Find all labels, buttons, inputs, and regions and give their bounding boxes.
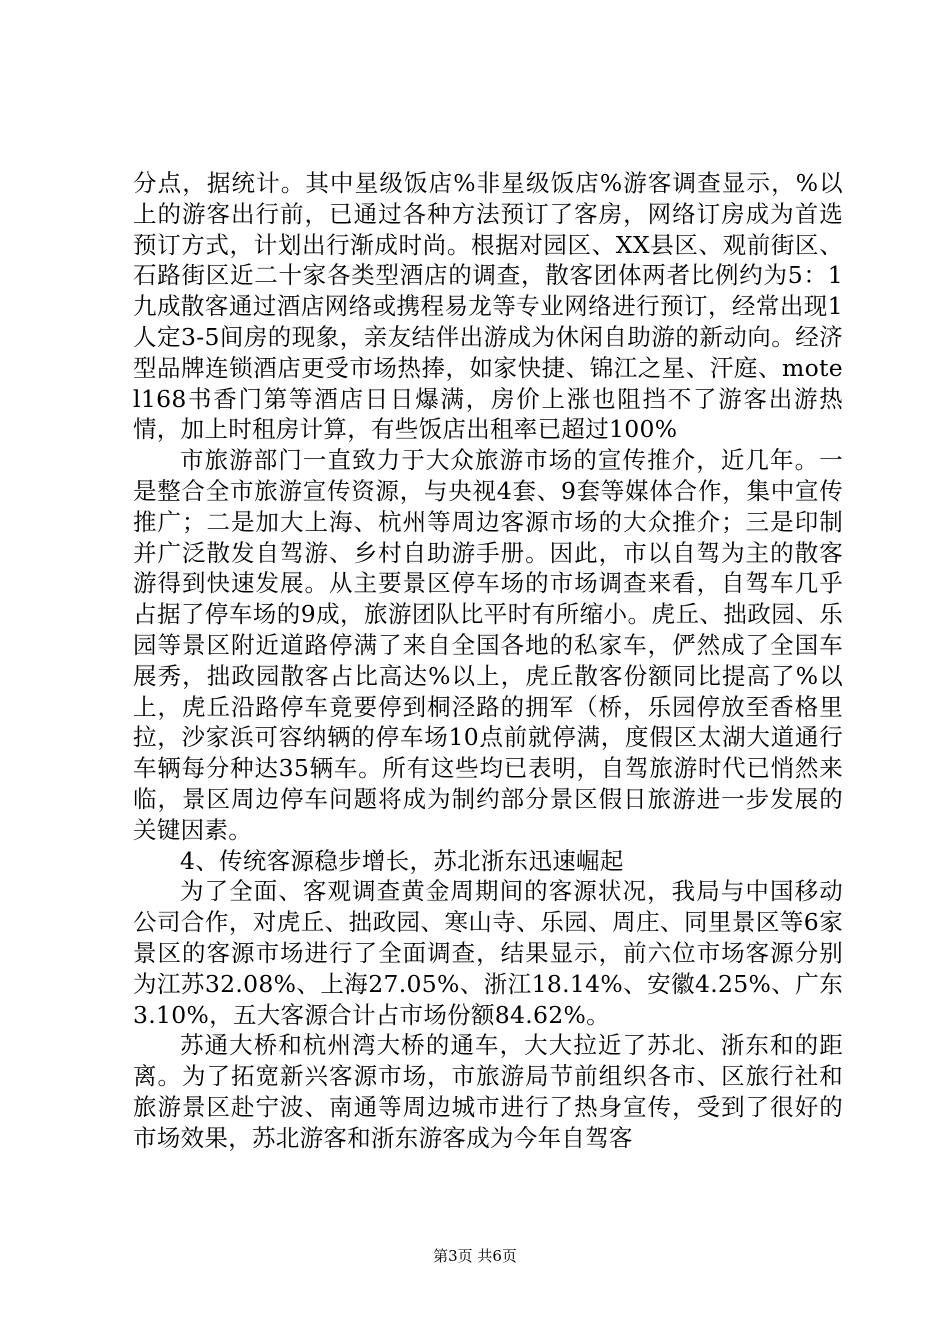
paragraph-1: 分点，据统计。其中星级饭店%非星级饭店%游客调查显示，%以上的游客出行前，已通过各种方法预订了客房，网络订房成为首选预订方式，计划出行渐成时尚。根据对园区、XX县区、观前街区、石路街区近二十家各类型酒店的调查，散客团体两者比例约为5：1九成散客通过酒店网络或携程易龙等专业网络进行预订，经常出现1人定3-5间房的现象，亲友结伴出游成为休闲自助游的新动向。经济型品牌连锁酒店更受市场热捧，如家快捷、锦江之星、汗庭、motel168书香门第等酒店日日爆满，房价上涨也阻挡不了游客出游热情，加上时租房计算，有些饭店出租率已超过100% [133,169,843,444]
paragraph-4: 苏通大桥和杭州湾大桥的通车，大大拉近了苏北、浙东和的距离。为了拓宽新兴客源市场，市旅游局节前组织各市、区旅行社和旅游景区赴宁波、南通等周边城市进行了热身宣传，受到了很好的市场效果，苏北游客和浙东游客成为今年自驾客 [133,1031,843,1152]
section-heading: 4、传统客源稳步增长，苏北浙东迅速崛起 [180,846,624,875]
paragraph-3: 为了全面、客观调查黄金周期间的客源状况，我局与中国移动公司合作，对虎丘、拙政园、寒山寺、乐园、周庄、同里景区等6家景区的客源市场进行了全面调查，结果显示，前六位市场客源分别为江苏32.08%、上海27.05%、浙江18.14%、安徽4.25%、广东3.10%，五大客源合计占市场份额84.62%。 [133,877,843,1029]
body-text [133,168,843,1154]
paragraph-2: 市旅游部门一直致力于大众旅游市场的宣传推介，近几年。一是整合全市旅游宣传资源，与央视4套、9套等媒体合作，集中宣传推广；二是加大上海、杭州等周边客源市场的大众推介；三是印制并广泛散发自驾游、乡村自助游手册。因此，市以自驾为主的散客游得到快速发展。从主要景区停车场的市场调查来看，自驾车几乎占据了停车场的9成，旅游团队比平时有所缩小。虎丘、拙政园、乐园等景区附近道路停满了来自全国各地的私家车，俨然成了全国车展秀，拙政园散客占比高达%以上，虎丘散客份额同比提高了%以上，虎丘沿路停车竟要停到桐泾路的拥军（桥，乐园停放至香格里拉，沙家浜可容纳辆的停车场10点前就停满，度假区太湖大道通行车辆每分种达35辆车。所有这些均已表明，自驾旅游时代已悄然来临，景区周边停车问题将成为制约部分景区假日旅游进一步发展的关键因素。 [133,446,843,844]
page-footer: 第3页 共6页 [433,1247,517,1265]
